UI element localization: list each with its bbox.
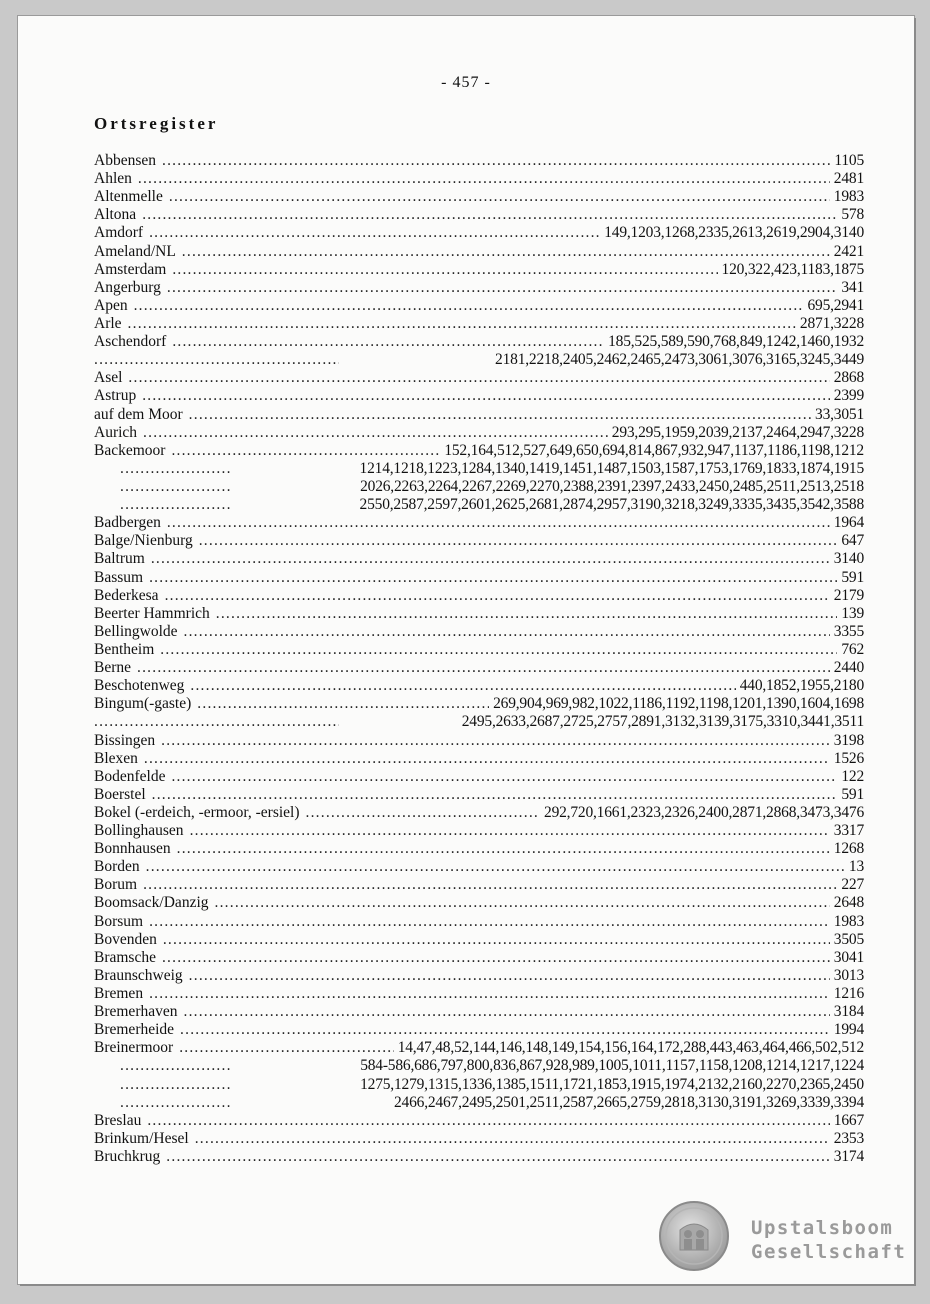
index-entry [94, 786, 864, 804]
index-entry [94, 750, 864, 768]
place-name: Beschotenweg [94, 677, 185, 695]
place-name: Brinkum/Hesel [94, 1129, 189, 1147]
dot-leader [306, 804, 540, 822]
index-entry-continuation [94, 460, 864, 478]
index-entry [94, 931, 864, 949]
reference-numbers: 185,525,589,590,768,849,1242,1460,1932 [608, 333, 864, 351]
dot-leader [120, 496, 230, 514]
dot-leader [120, 478, 230, 496]
index-entry-continuation [94, 713, 864, 731]
reference-numbers: 1214,1218,1223,1284,1340,1419,1451,1487,1503,1587,1753,1769,1833,1874,1915 [359, 459, 864, 477]
reference-numbers: 647 [841, 532, 864, 550]
dot-leader [137, 659, 830, 677]
place-name: Bruchkrug [94, 1148, 161, 1166]
index-entry [94, 967, 864, 985]
index-entry [94, 822, 864, 840]
index-entries [94, 152, 864, 1166]
dot-leader [120, 460, 230, 478]
index-entry [94, 876, 864, 894]
index-entry-continuation [94, 1057, 864, 1075]
reference-numbers: 149,1203,1268,2335,2613,2619,2904,3140 [604, 224, 864, 242]
dot-leader [128, 315, 796, 333]
reference-numbers: 3140 [833, 550, 864, 568]
reference-numbers: 1526 [833, 749, 864, 767]
dot-leader [167, 514, 830, 532]
dot-leader [160, 641, 837, 659]
reference-numbers: 2495,2633,2687,2725,2757,2891,3132,3139,3175,3310,3441,3511 [461, 713, 864, 731]
index-entry [94, 804, 864, 822]
dot-leader [146, 858, 845, 876]
place-name: Ameland/NL [94, 242, 176, 260]
reference-numbers: 440,1852,1955,2180 [739, 677, 864, 695]
dot-leader [184, 1003, 830, 1021]
reference-numbers: 2181,2218,2405,2462,2465,2473,3061,3076,3165,3245,3449 [495, 351, 864, 369]
place-name: Bokel (-erdeich, -ermoor, -ersiel) [94, 803, 300, 821]
reference-numbers: 762 [841, 640, 864, 658]
place-name: Apen [94, 296, 128, 314]
index-entry [94, 677, 864, 695]
index-entry [94, 1130, 864, 1148]
dot-leader [190, 822, 830, 840]
dot-leader [189, 406, 811, 424]
place-name: Altona [94, 206, 137, 224]
index-entry-continuation [94, 351, 864, 369]
place-name: Bentheim [94, 640, 155, 658]
reference-numbers: 2466,2467,2495,2501,2511,2587,2665,2759,2818,3130,3191,3269,3339,3394 [394, 1093, 864, 1111]
index-entry [94, 1039, 864, 1057]
index-entry [94, 641, 864, 659]
index-entry [94, 858, 864, 876]
dot-leader [128, 369, 829, 387]
index-entry [94, 840, 864, 858]
index-entry-continuation [94, 1094, 864, 1112]
index-entry [94, 1021, 864, 1039]
place-name: Braunschweig [94, 966, 183, 984]
index-entry [94, 623, 864, 641]
reference-numbers: 122 [841, 767, 864, 785]
place-name: Berne [94, 659, 132, 677]
dot-leader [142, 206, 837, 224]
dot-leader [120, 1057, 230, 1075]
place-name: Backemoor [94, 441, 166, 459]
dot-leader [143, 424, 608, 442]
index-entry [94, 514, 864, 532]
index-entry [94, 894, 864, 912]
index-entry [94, 587, 864, 605]
dot-leader [163, 931, 830, 949]
index-entry [94, 913, 864, 931]
reference-numbers: 2481 [833, 170, 864, 188]
reference-numbers: 584-586,686,797,800,836,867,928,989,1005,1011,1157,1158,1208,1214,1217,1224 [360, 1057, 864, 1075]
reference-numbers: 2871,3228 [799, 314, 864, 332]
dot-leader [149, 985, 830, 1003]
index-entry [94, 424, 864, 442]
reference-numbers: 120,322,423,1183,1875 [721, 260, 864, 278]
dot-leader [138, 170, 830, 188]
page-heading: Ortsregister [94, 114, 219, 133]
reference-numbers: 2868 [833, 369, 864, 387]
index-entry [94, 985, 864, 1003]
reference-numbers: 578 [841, 206, 864, 224]
index-entry [94, 550, 864, 568]
place-name: Bramsche [94, 948, 156, 966]
dot-leader [142, 387, 830, 405]
index-entry [94, 1003, 864, 1021]
reference-numbers: 1268 [833, 840, 864, 858]
reference-numbers: 591 [841, 568, 864, 586]
dot-leader [120, 1094, 230, 1112]
reference-numbers: 341 [841, 278, 864, 296]
reference-numbers: 2648 [833, 894, 864, 912]
place-name: Angerburg [94, 278, 161, 296]
dot-leader [182, 243, 830, 261]
index-entry [94, 1148, 864, 1166]
dot-leader [166, 1148, 830, 1166]
reference-numbers: 2399 [833, 387, 864, 405]
place-name: Altenmelle [94, 188, 163, 206]
reference-numbers: 2353 [833, 1129, 864, 1147]
place-name: Ahlen [94, 170, 132, 188]
index-entry [94, 387, 864, 405]
reference-numbers: 152,164,512,527,649,650,694,814,867,932,947,1137,1186,1198,1212 [444, 441, 864, 459]
reference-numbers: 3198 [833, 731, 864, 749]
place-name: Abbensen [94, 152, 156, 169]
dot-leader [149, 913, 830, 931]
index-entry [94, 369, 864, 387]
dot-leader [94, 351, 339, 369]
dot-leader [177, 840, 830, 858]
reference-numbers: 3505 [833, 930, 864, 948]
place-name: Aschendorf [94, 333, 167, 351]
society-seal-icon [658, 1200, 730, 1272]
dot-leader [161, 732, 830, 750]
dot-leader [215, 894, 830, 912]
index-entry-continuation [94, 1076, 864, 1094]
place-name: Baltrum [94, 550, 145, 568]
index-entry [94, 695, 864, 713]
reference-numbers: 1983 [833, 188, 864, 206]
reference-numbers: 1216 [833, 985, 864, 1003]
index-entry [94, 442, 864, 460]
dot-leader [172, 333, 604, 351]
place-name: Bremerheide [94, 1021, 175, 1039]
index-entry [94, 406, 864, 424]
dot-leader [199, 532, 838, 550]
place-name: Bonnhausen [94, 840, 171, 858]
dot-leader [184, 623, 830, 641]
dot-leader [143, 876, 837, 894]
reference-numbers: 269,904,969,982,1022,1186,1192,1198,1201,1390,1604,1698 [493, 695, 864, 713]
place-name: Arle [94, 314, 122, 332]
reference-numbers: 591 [841, 785, 864, 803]
reference-numbers: 2179 [833, 586, 864, 604]
document-page [18, 16, 914, 1284]
place-name: Breslau [94, 1111, 142, 1129]
index-entry [94, 605, 864, 623]
place-name: Bellingwolde [94, 622, 178, 640]
index-entry [94, 152, 864, 170]
place-name: Astrup [94, 387, 137, 405]
reference-numbers: 3041 [833, 948, 864, 966]
reference-numbers: 14,47,48,52,144,146,148,149,154,156,164,172,288,443,463,464,466,502,512 [397, 1039, 864, 1057]
page-number: - 457 - [441, 74, 491, 91]
index-entry-continuation [94, 496, 864, 514]
reference-numbers: 3013 [833, 966, 864, 984]
index-entry [94, 170, 864, 188]
reference-numbers: 2026,2263,2264,2267,2269,2270,2388,2391,2397,2433,2450,2485,2511,2513,2518 [360, 477, 864, 495]
reference-numbers: 2421 [833, 242, 864, 260]
index-entry [94, 732, 864, 750]
reference-numbers: 1994 [833, 1021, 864, 1039]
dot-leader [162, 152, 830, 170]
reference-numbers: 3317 [833, 822, 864, 840]
index-entry [94, 315, 864, 333]
reference-numbers: 227 [841, 876, 864, 894]
place-name: Borsum [94, 912, 144, 930]
place-name: Boerstel [94, 785, 146, 803]
place-name: Bovenden [94, 930, 157, 948]
place-name: auf dem Moor [94, 405, 183, 423]
place-name: Bingum(-gaste) [94, 695, 192, 713]
index-entry [94, 333, 864, 351]
place-name: Aurich [94, 423, 138, 441]
reference-numbers: 695,2941 [807, 296, 864, 314]
dot-leader [216, 605, 838, 623]
brand-line-2: Gesellschaft [751, 1241, 907, 1263]
reference-numbers: 13 [848, 858, 864, 876]
dot-leader [189, 967, 830, 985]
place-name: Boomsack/Danzig [94, 894, 209, 912]
place-name: Asel [94, 369, 123, 387]
dot-leader [151, 550, 830, 568]
place-name: Bassum [94, 568, 144, 586]
index-entry-continuation [94, 478, 864, 496]
index-entry [94, 532, 864, 550]
dot-leader [167, 279, 837, 297]
dot-leader [134, 297, 804, 315]
place-name: Borden [94, 858, 140, 876]
place-name: Badbergen [94, 514, 161, 532]
reference-numbers: 1983 [833, 912, 864, 930]
dot-leader [162, 949, 830, 967]
dot-leader [120, 1076, 230, 1094]
reference-numbers: 3355 [833, 622, 864, 640]
reference-numbers: 1667 [833, 1111, 864, 1129]
place-name: Blexen [94, 749, 138, 767]
reference-numbers: 3174 [833, 1148, 864, 1166]
reference-numbers: 139 [841, 604, 864, 622]
reference-numbers: 293,295,1959,2039,2137,2464,2947,3228 [611, 423, 864, 441]
brand-line-1: Upstalsboom [751, 1217, 894, 1239]
dot-leader [149, 224, 600, 242]
index-entry [94, 1112, 864, 1130]
place-name: Balge/Nienburg [94, 532, 193, 550]
reference-numbers: 33,3051 [815, 405, 864, 423]
reference-numbers: 2550,2587,2597,2601,2625,2681,2874,2957,3190,3218,3249,3335,3435,3542,3588 [359, 496, 864, 514]
reference-numbers: 292,720,1661,2323,2326,2400,2871,2868,3473,3476 [544, 803, 864, 821]
place-name: Breinermoor [94, 1039, 174, 1057]
dot-leader [171, 768, 837, 786]
dot-leader [169, 188, 830, 206]
index-entry [94, 569, 864, 587]
dot-leader [190, 677, 735, 695]
dot-leader [195, 1130, 830, 1148]
place-name: Bederkesa [94, 586, 159, 604]
index-entry [94, 659, 864, 677]
dot-leader [171, 442, 440, 460]
index-entry [94, 206, 864, 224]
dot-leader [147, 1112, 829, 1130]
dot-leader [94, 713, 339, 731]
reference-numbers: 1275,1279,1315,1336,1385,1511,1721,1853,1915,1974,2132,2160,2270,2365,2450 [360, 1075, 864, 1093]
dot-leader [152, 786, 838, 804]
reference-numbers: 1105 [834, 152, 864, 169]
dot-leader [149, 569, 837, 587]
index-entry [94, 261, 864, 279]
index-entry [94, 949, 864, 967]
index-entry [94, 279, 864, 297]
brand-text [751, 1216, 906, 1264]
dot-leader [165, 587, 830, 605]
reference-numbers: 3184 [833, 1003, 864, 1021]
dot-leader [197, 695, 489, 713]
index-entry [94, 224, 864, 242]
reference-numbers: 2440 [833, 659, 864, 677]
dot-leader [172, 261, 717, 279]
index-entry [94, 768, 864, 786]
place-name: Beerter Hammrich [94, 604, 210, 622]
dot-leader [179, 1039, 393, 1057]
place-name: Borum [94, 876, 138, 894]
place-name: Amdorf [94, 224, 144, 242]
reference-numbers: 1964 [833, 514, 864, 532]
place-name: Bollinghausen [94, 822, 184, 840]
place-name: Bissingen [94, 731, 156, 749]
place-name: Amsterdam [94, 260, 167, 278]
place-name: Bremerhaven [94, 1003, 178, 1021]
index-entry [94, 297, 864, 315]
dot-leader [144, 750, 830, 768]
index-entry [94, 243, 864, 261]
index-entry [94, 188, 864, 206]
dot-leader [180, 1021, 830, 1039]
place-name: Bremen [94, 985, 144, 1003]
place-name: Bodenfelde [94, 767, 166, 785]
